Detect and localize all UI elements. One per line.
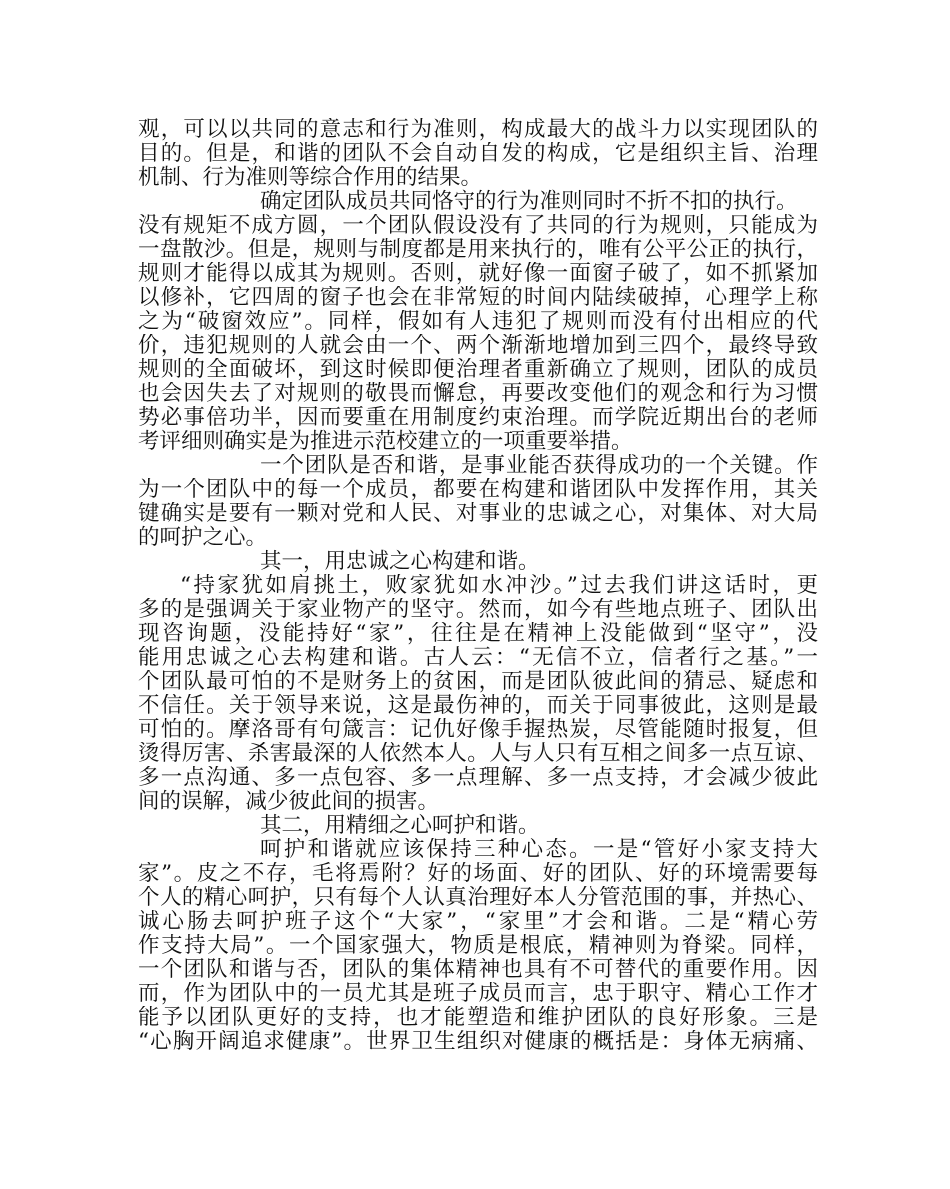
text-line: “持家犹如肩挑土，败家犹如水冲沙。”过去我们讲这话时，更 <box>180 574 818 598</box>
text-line: 多一点沟通、多一点包容、多一点理解、多一点支持，才会减少彼此 <box>138 766 818 790</box>
text-line: 目的。但是，和谐的团队不会自动自发的构成，它是组织主旨、治理 <box>138 142 818 166</box>
text-line: 作支持大局”。一个国家强大，物质是根底，精神则为脊梁。同样， <box>138 934 818 958</box>
text-line: 一个团队和谐与否，团队的集体精神也具有不可替代的重要作用。因 <box>138 958 818 982</box>
text-line: 没有规矩不成方圆，一个团队假设没有了共同的行为规则，只能成为 <box>138 214 818 238</box>
text-line: 一盘散沙。但是，规则与制度都是用来执行的，唯有公平公正的执行， <box>138 238 818 262</box>
text-line: “心胸开阔追求健康”。世界卫生组织对健康的概括是：身体无病痛、 <box>138 1030 818 1054</box>
text-line: 而，作为团队中的一员尤其是班子成员而言，忠于职守、精心工作才 <box>138 982 818 1006</box>
text-line: 其二，用精细之心呵护和谐。 <box>260 813 540 838</box>
text-line: 考评细则确实是为推进示范校建立的一项重要举措。 <box>138 429 633 454</box>
text-line: 确定团队成员共同恪守的行为准则同时不折不扣的执行。 <box>260 189 798 214</box>
text-line: 个人的精心呵护，只有每个人认真治理好本人分管范围的事，并热心、 <box>138 886 818 910</box>
text-line: 价，违犯规则的人就会由一个、两个渐渐地增加到三四个，最终导致 <box>138 334 818 358</box>
text-line: 规则的全面破坏，到这时候即便治理者重新确立了规则，团队的成员 <box>138 358 818 382</box>
text-line: 以修补，它四周的窗子也会在非常短的时间内陆续破掉，心理学上称 <box>138 286 818 310</box>
text-line: 为一个团队中的每一个成员，都要在构建和谐团队中发挥作用，其关 <box>138 478 818 502</box>
text-line: 之为“破窗效应”。同样，假如有人违犯了规则而没有付出相应的代 <box>138 310 818 334</box>
text-line: 间的误解，减少彼此间的损害。 <box>138 789 440 814</box>
text-line: 观，可以以共同的意志和行为准则，构成最大的战斗力以实现团队的 <box>138 118 818 142</box>
text-line: 其一，用忠诚之心构建和谐。 <box>260 549 540 574</box>
text-line: 势必事倍功半，因而要重在用制度约束治理。而学院近期出台的老师 <box>138 406 818 430</box>
text-line: 诚心肠去呵护班子这个“大家”，“家里”才会和谐。二是“精心劳 <box>138 910 818 934</box>
text-line: 烫得厉害、杀害最深的人依然本人。人与人只有互相之间多一点互谅、 <box>138 742 818 766</box>
text-line: 可怕的。摩洛哥有句箴言：记仇好像手握热炭，尽管能随时报复，但 <box>138 718 818 742</box>
text-line: 规则才能得以成其为规则。否则，就好像一面窗子破了，如不抓紧加 <box>138 262 818 286</box>
text-line: 的呵护之心。 <box>138 525 268 550</box>
text-line: 能予以团队更好的支持，也才能塑造和维护团队的良好形象。三是 <box>138 1006 818 1030</box>
text-line: 现咨询题，没能持好“家”，往往是在精神上没能做到“坚守”，没 <box>138 622 818 646</box>
text-line: 多的是强调关于家业物产的坚守。然而，如今有些地点班子、团队出 <box>138 598 818 622</box>
text-line: 家”。皮之不存，毛将焉附？好的场面、好的团队、好的环境需要每 <box>138 862 818 886</box>
text-line: 一个团队是否和谐，是事业能否获得成功的一个关键。作 <box>260 454 818 478</box>
text-line: 个团队最可怕的不是财务上的贫困，而是团队彼此间的猜忌、疑虑和 <box>138 670 818 694</box>
text-line: 机制、行为准则等综合作用的结果。 <box>138 165 483 190</box>
body-text <box>138 118 818 1054</box>
text-line: 能用忠诚之心去构建和谐。古人云：“无信不立，信者行之基。”一 <box>138 646 818 670</box>
text-line: 也会因失去了对规则的敬畏而懈怠，再要改变他们的观念和行为习惯 <box>138 382 818 406</box>
text-line: 键确实是要有一颗对党和人民、对事业的忠诚之心，对集体、对大局 <box>138 502 818 526</box>
text-line: 呵护和谐就应该保持三种心态。一是“管好小家支持大 <box>260 838 818 862</box>
text-line: 不信任。关于领导来说，这是最伤神的，而关于同事彼此，这则是最 <box>138 694 818 718</box>
